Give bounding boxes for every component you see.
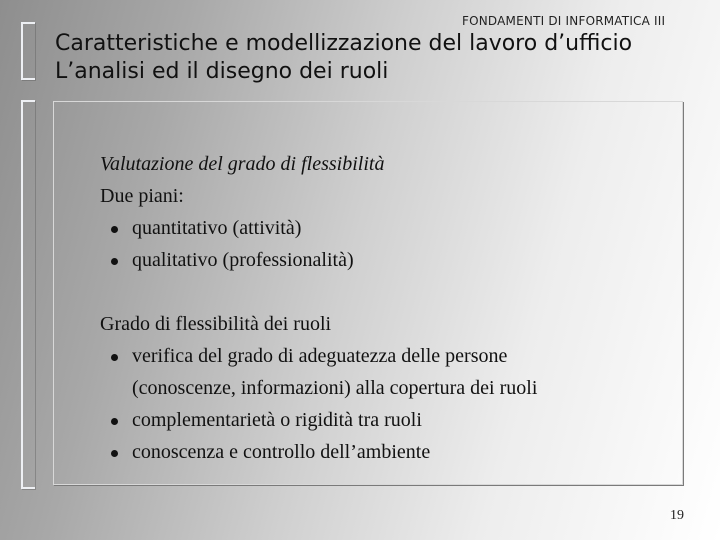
slide-body [100,148,690,468]
section1-bullet [100,244,690,276]
bullet-dot-icon [111,354,118,361]
section2-bullet [100,404,690,436]
content-bracket [21,100,35,489]
bullet-text: quantitativo (attività) [132,217,302,239]
title-line-1: Caratteristiche e modellizzazione del lavoro d’ufficio [55,31,633,56]
bullet-text-line-1: verifica del grado di adeguatezza delle persone [132,345,508,367]
section1-bullet [100,212,690,244]
spacer [100,276,690,308]
title-line-2: L’analisi ed il disegno dei ruoli [55,59,389,84]
section1-heading: Valutazione del grado di flessibilità [100,153,385,175]
header-course-label: FONDAMENTI DI INFORMATICA III [462,14,666,28]
bullet-text-line-2: (conoscenze, informazioni) alla copertura dei ruoli [132,377,538,399]
page-title [55,30,632,86]
section2-heading: Grado di flessibilità dei ruoli [100,313,332,335]
bullet-dot-icon [111,258,118,265]
bullet-dot-icon [111,450,118,457]
bullet-dot-icon [111,226,118,233]
section2-bullet [100,436,690,468]
section1-intro: Due piani: [100,185,184,207]
bullet-text: conoscenza e controllo dell’ambiente [132,441,431,463]
page-number: 19 [670,508,684,523]
section2-bullet [100,340,690,404]
bullet-text: complementarietà o rigidità tra ruoli [132,409,422,431]
bullet-dot-icon [111,418,118,425]
title-bracket [21,22,35,80]
bullet-text: qualitativo (professionalità) [132,249,354,271]
